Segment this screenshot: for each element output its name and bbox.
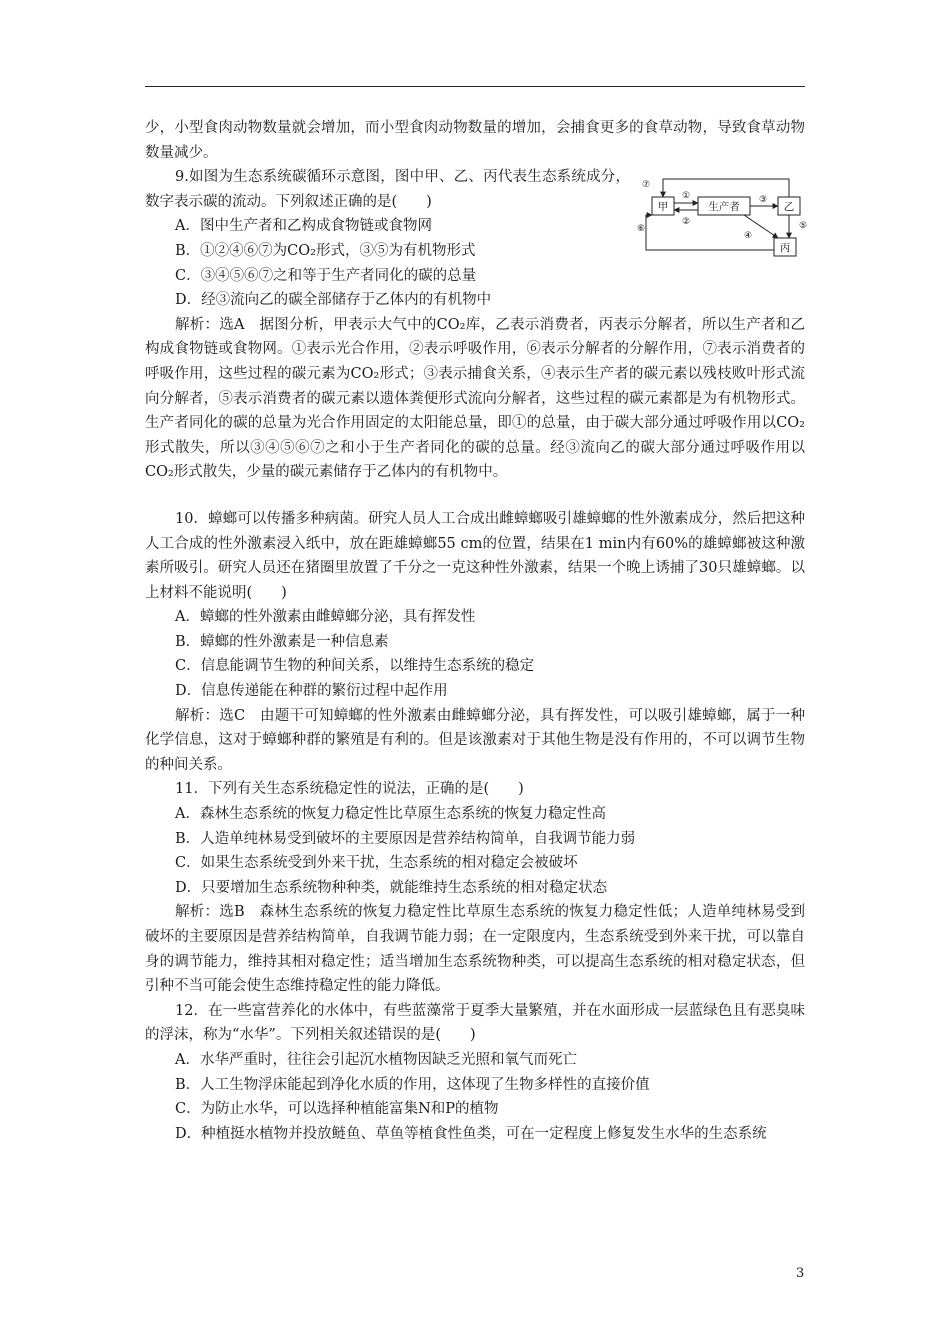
node-jia: 甲	[657, 201, 669, 213]
q10-option-d: D．信息传递能在种群的繁衍过程中起作用	[175, 683, 448, 700]
header-rule	[145, 86, 805, 87]
question-11	[145, 777, 805, 998]
page-number: 3	[796, 1266, 805, 1281]
q9-option-d: D．经③流向乙的碳全部储存于乙体内的有机物中	[175, 292, 492, 309]
q12-option-d: D．种植挺水植物并投放鲢鱼、草鱼等植食性鱼类，可在一定程度上修复发生水华的生态系统	[175, 1125, 767, 1142]
label-3: ③	[758, 195, 768, 205]
q9-stem: 9.如图为生态系统碳循环示意图，图中甲、乙、丙代表生态系统成分，数字表示碳的流动。下列叙述正确的是( )	[145, 169, 630, 210]
q12-stem: 12．在一些富营养化的水体中，有些蓝藻常于夏季大量繁殖，并在水面形成一层蓝绿色且有恶臭味的浮沫，称为“水华”。下列相关叙述错误的是( )	[145, 1002, 805, 1044]
label-2: ②	[681, 217, 691, 227]
node-yi: 乙	[783, 201, 795, 213]
q10-stem: 10．蟑螂可以传播多种病菌。研究人员人工合成出雌蟑螂吸引雄蟑螂的性外激素成分，然后把这种人工合成的性外激素浸入纸中，放在距雄蟑螂55 cm的位置，结果在1 min内有60%的雄蟑螂被这种激素所吸引。研究人员还在猪圈里放置了千分之一克这种性外激素，结果一个晚上诱捕了30只雄蟑螂。以上材料不能说明( )	[145, 510, 805, 601]
q9-option-b: B．①②④⑥⑦为CO₂形式，③⑤为有机物形式	[175, 242, 476, 259]
q10-option-c: C．信息能调节生物的种间关系，以维持生态系统的稳定	[175, 658, 535, 675]
q10-analysis: 解析：选C 由题干可知蟑螂的性外激素由雌蟑螂分泌，具有挥发性，可以吸引雄蟑螂，属于一种化学信息，这对于蟑螂种群的繁殖是有利的。但是该激素对于其他生物是没有作用的，不可以调节生物的种间关系。	[145, 707, 805, 773]
q11-option-a: A．森林生态系统的恢复力稳定性比草原生态系统的恢复力稳定性高	[175, 806, 606, 823]
q9-analysis: 解析：选A 据图分析，甲表示大气中的CO₂库，乙表示消费者，丙表示分解者，所以生产者和乙构成食物链或食物网。①表示光合作用，②表示呼吸作用，⑥表示分解者的分解作用，⑦表示消费者的呼吸作用，这些过程的碳元素为CO₂形式；③表示捕食关系，④表示生产者的碳元素以残枝败叶形式流向分解者，⑤表示消费者的碳元素以遗体粪便形式流向分解者，这些过程的碳元素都是为有机物形式。生产者同化的碳的总量为光合作用固定的太阳能总量，即①的总量，由于碳大部分通过呼吸作用以CO₂形式散失，所以③④⑤⑥⑦之和小于生产者同化的碳的总量。经③流向乙的碳大部分通过呼吸作用以CO₂形式散失，少量的碳元素储存于乙体内的有机物中。	[145, 316, 805, 481]
q11-stem: 11．下列有关生态系统稳定性的说法，正确的是( )	[175, 781, 524, 798]
q12-option-b: B．人工生物浮床能起到净化水质的作用，这体现了生物多样性的直接价值	[175, 1076, 650, 1093]
label-1: ①	[681, 191, 691, 201]
q11-option-c: C．如果生态系统受到外来干扰，生态系统的相对稳定会被破坏	[175, 855, 578, 872]
question-10	[145, 507, 805, 778]
q11-option-b: B．人造单纯林易受到破坏的主要原因是营养结构简单，自我调节能力弱	[175, 830, 636, 847]
continuation-text: 少，小型食肉动物数量就会增加，而小型食肉动物数量的增加，会捕食更多的食草动物，导致食草动物数量减少。	[145, 120, 805, 161]
label-7: ⑦	[641, 180, 651, 190]
q9-option-c: C．③④⑤⑥⑦之和等于生产者同化的碳的总量	[175, 267, 477, 284]
page-content	[145, 116, 808, 1146]
question-9	[145, 165, 808, 485]
q12-option-a: A．水华严重时，往往会引起沉水植物因缺乏光照和氧气而死亡	[175, 1051, 577, 1068]
label-4: ④	[743, 231, 753, 241]
question-12	[145, 999, 805, 1147]
node-producer: 生产者	[708, 201, 740, 213]
node-bing: 丙	[779, 242, 791, 254]
q11-analysis: 解析：选B 森林生态系统的恢复力稳定性比草原生态系统的恢复力稳定性低；人造单纯林易受到破坏的主要原因是营养结构简单，自我调节能力弱；在一定限度内，生态系统受到外来干扰，可以靠自身的调节能力，维持其相对稳定性；适当增加生态系统物种类，可以提高生态系统的相对稳定状态，但引种不当可能会使生态维持稳定性的能力降低。	[145, 904, 805, 995]
q9-option-a: A．图中生产者和乙构成食物链或食物网	[175, 218, 432, 235]
q10-option-a: A．蟑螂的性外激素由雌蟑螂分泌，具有挥发性	[175, 609, 476, 626]
spacer	[145, 485, 805, 507]
label-6: ⑥	[636, 224, 646, 234]
label-5: ⑤	[798, 221, 808, 231]
q10-option-b: B．蟑螂的性外激素是一种信息素	[175, 633, 389, 650]
q11-option-d: D．只要增加生态系统物种种类，就能维持生态系统的相对稳定状态	[175, 879, 608, 896]
q12-option-c: C．为防止水华，可以选择种植能富集N和P的植物	[175, 1101, 499, 1118]
